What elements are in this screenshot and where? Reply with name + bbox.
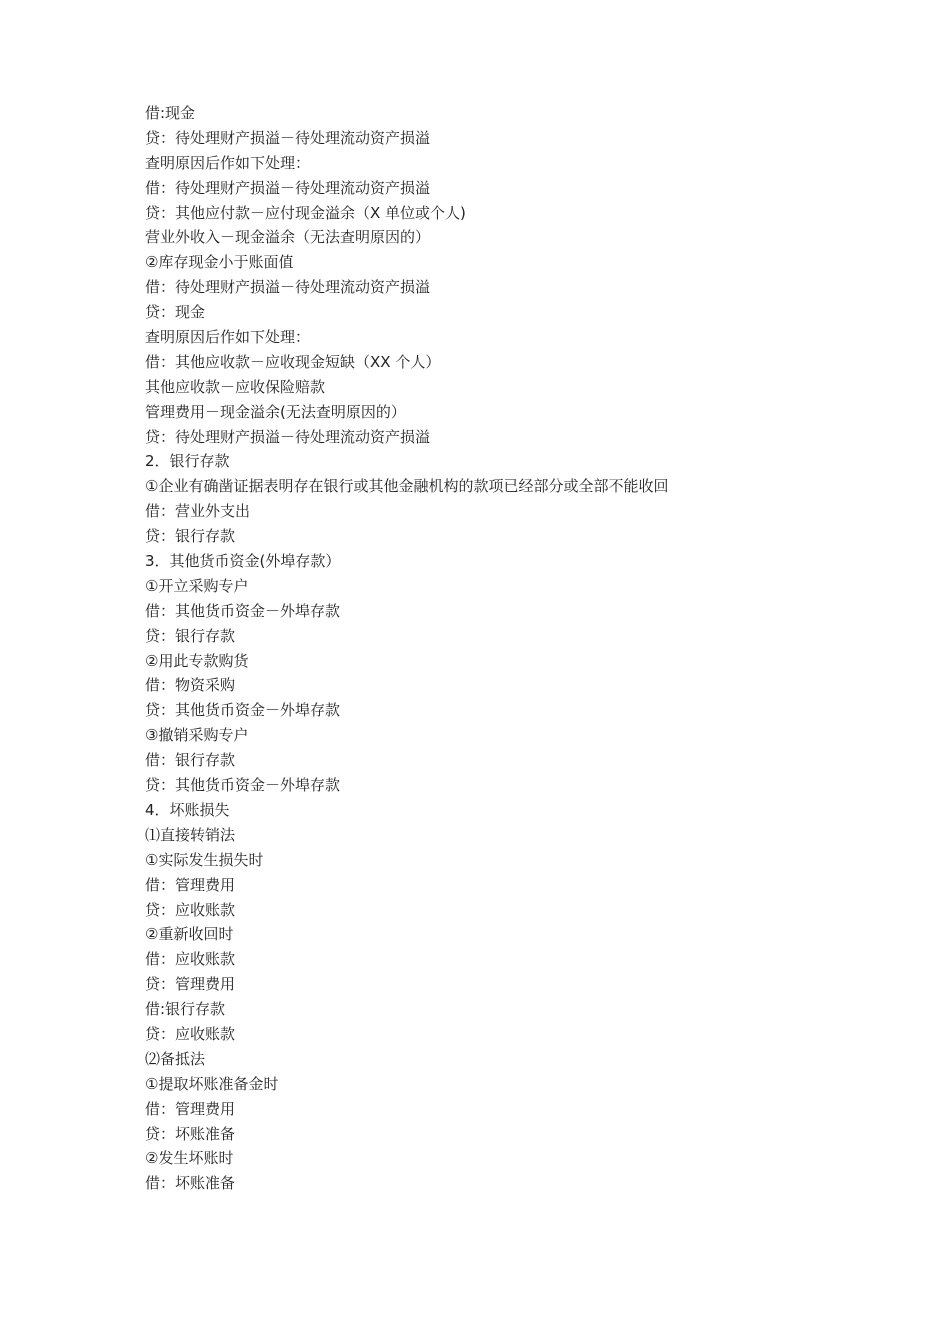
text-line: 借：物资采购 [145,676,236,695]
text-line: 贷：应收账款 [145,900,236,919]
text-line: 贷：待处理财产损溢－待处理流动资产损溢 [145,128,431,147]
text-line: 借：应收账款 [145,950,236,969]
text-line: ⑴直接转销法 [145,825,236,844]
text-line: 借：银行存款 [145,751,236,770]
text-line: 营业外收入－现金溢余（无法查明原因的） [145,228,431,247]
text-line: 借：坏账准备 [145,1174,236,1193]
text-line: 借：待处理财产损溢－待处理流动资产损溢 [145,278,431,297]
document-body [145,101,845,1196]
text-line: 借：其他应收款－应收现金短缺（XX 个人） [145,352,441,371]
text-line: 贷：其他货币资金－外埠存款 [145,701,341,720]
text-line: ②库存现金小于账面值 [145,253,294,272]
text-line: 贷：其他应付款－应付现金溢余（X 单位或个人) [145,203,466,222]
text-line: 贷：银行存款 [145,626,236,645]
text-line: ②重新收回时 [145,925,234,944]
text-line: 查明原因后作如下处理： [145,328,311,347]
text-line: 借:现金 [145,104,196,122]
text-line: 借：管理费用 [145,1099,236,1118]
text-line: ③撤销采购专户 [145,726,249,745]
text-line: 借：待处理财产损溢－待处理流动资产损溢 [145,178,431,197]
text-line: 借：营业外支出 [145,502,251,521]
text-line: 贷：待处理财产损溢－待处理流动资产损溢 [145,427,431,446]
text-line: 贷：现金 [145,303,206,322]
section-heading: 3．其他货币资金(外埠存款） [145,552,341,571]
text-line: 贷：应收账款 [145,1024,236,1043]
text-line: ①提取坏账准备金时 [145,1074,279,1093]
text-line: 借:银行存款 [145,1000,226,1019]
text-line: 贷：银行存款 [145,527,236,546]
text-line: ②用此专款购货 [145,651,249,670]
text-line: ②发生坏账时 [145,1149,234,1168]
section-heading: 2．银行存款 [145,452,230,471]
text-line: 借：其他货币资金－外埠存款 [145,601,341,620]
text-line: 贷：其他货币资金－外埠存款 [145,776,341,795]
text-line: 其他应收款－应收保险赔款 [145,377,326,396]
text-line: 查明原因后作如下处理： [145,153,311,172]
text-line: 贷：管理费用 [145,975,236,994]
text-line: 管理费用－现金溢余(无法查明原因的） [145,402,406,421]
text-line: ①开立采购专户 [145,576,249,595]
text-line: 借：管理费用 [145,875,236,894]
text-line: ①企业有确凿证据表明存在银行或其他金融机构的款项已经部分或全部不能收回 [145,477,669,496]
section-heading: 4．坏账损失 [145,800,230,819]
text-line: ①实际发生损失时 [145,850,264,869]
text-line: 贷：坏账准备 [145,1124,236,1143]
text-line: ⑵备抵法 [145,1049,206,1068]
